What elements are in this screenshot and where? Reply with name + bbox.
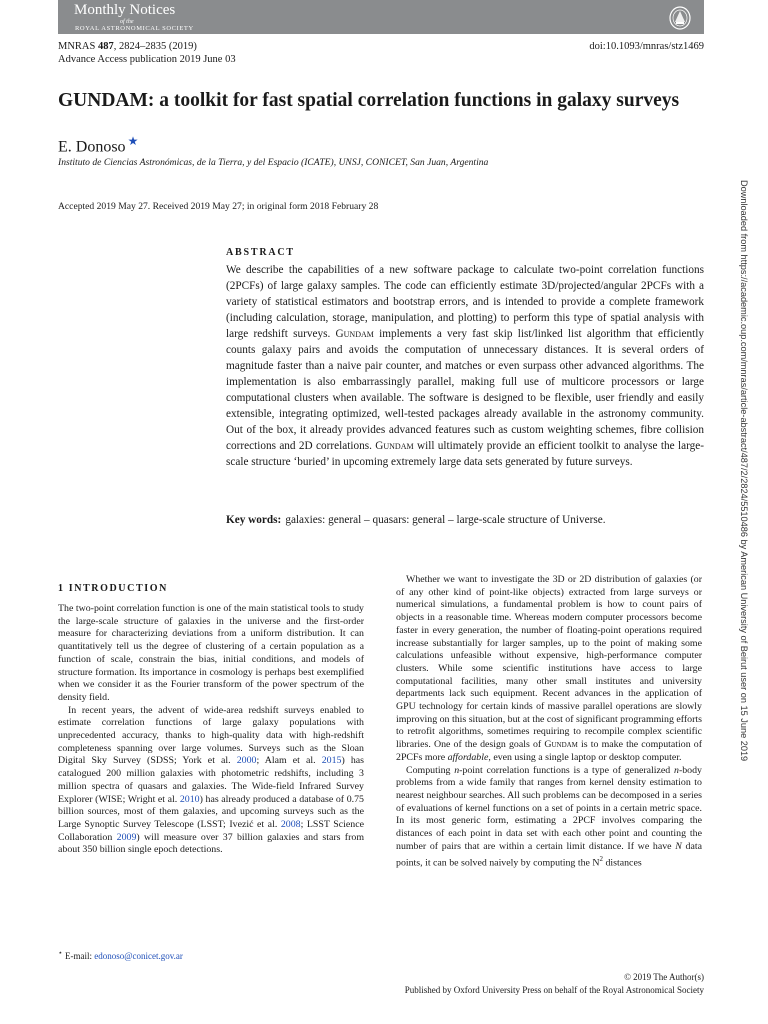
author-footnote-mark[interactable]: ★ [127,134,139,148]
intro-paragraph-3: Whether we want to investigate the 3D or 2D distribution of galaxies (or of any other kind of point-like objects) extracted from large surveys or numerical simulations, a fundamental problem is how to count pairs of objects in a reasonable time. Whereas modern computer processors become faster in every generation, the number of floating-point operations required increase substantially for larger samples, up to the point of making some calculations unfeasible without expensive, high-performance computer clusters. While some scientific institutions have access to large computational facilities, many other small institutes and university departments lack such equipment. Recent advances in the application of GPU technology for certain kinds of massive parallel operations are slowly improving on this situation, but at the cost of significant programming efforts to retrofit algorithms, sometimes requiring to recompile complex scientific libraries. One of the design goals of Gundam is to make the computation of 2PCFs more affordable, even using a single laptop or desktop computer. [396,574,702,763]
citation-link[interactable]: 2000 [236,755,257,767]
affiliation: Instituto de Ciencias Astronómicas, de la Tierra, y del Espacio (ICATE), UNSJ, CONICET, San Juan, Argentina [58,157,489,168]
citation-link[interactable]: 2008 [280,818,301,830]
download-note: Downloaded from https://academic.oup.com/mnras/article-abstract/487/2/2824/5510486 by American University of Beirut user on 15 June 2019 [739,180,749,762]
journal-banner [58,0,704,34]
citation: MNRAS 487, 2824–2835 (2019) [58,41,197,52]
society-name: ROYAL ASTRONOMICAL SOCIETY [75,25,194,32]
section-heading: 1 INTRODUCTION [58,583,168,594]
journal-title: Monthly Notices [74,2,176,18]
citation-link[interactable]: 2009 [116,831,137,843]
left-column [58,603,364,857]
keywords: Key words: galaxies: general – quasars: general – large-scale structure of Universe. [226,514,606,526]
intro-paragraph-2: In recent years, the advent of wide-area redshift surveys enabled to estimate correlation functions of large galaxy populations with unprecedented accuracy, thanks to high-quality data with high-redshift completeness spanning over large volumes. Surveys such as the Sloan Digital Sky Survey (SDSS; York et al. 2000; Alam et al. 2015) has catalogued 200 million galaxies with photometric redshifts, including 3 million spectra of quasars and galaxies. The Wide-field Infrared Survey Explorer (WISE; Wright et al. 2010) has already produced a database of 0.75 billion sources, most of them galaxies, and upcoming surveys such as the Large Synoptic Survey Telescope (LSST; Ivezić et al. 2008; LSST Science Collaboration 2009) will measure over 37 billion galaxies and stars from about 350 billion single epoch detections. [58,704,364,856]
advance-access: Advance Access publication 2019 June 03 [58,54,236,65]
ras-seal-icon [668,4,692,30]
dates: Accepted 2019 May 27. Received 2019 May 27; in original form 2018 February 28 [58,201,379,212]
abstract-text: We describe the capabilities of a new software package to calculate two-point correlation functions (2PCFs) of large galaxy samples. The code can efficiently estimate 3D/projected/angular 2PCFs with a variety of statistical estimators and bootstrap errors, and is intended to provide a complete framework (including calculation, storage, manipulation, and plotting) to perform this type of spatial analysis with large redshift surveys. Gundam implements a very fast skip list/linked list algorithm that efficiently counts galaxy pairs and avoids the computation of unnecessary distances. It is several orders of magnitude faster than a naive pair counter, and matches or even surpass other advanced algorithms. The implementation is also embarrassingly parallel, making full use of multicore processors or large computational clusters when available. The software is designed to be flexible, user friendly and easily extensible, integrating optimized, well-tested packages already available in the astronomy community. Out of the box, it already provides advanced features such as custom weighting schemes, fibre collision corrections and 2D correlations. Gundam will ultimately provide an efficient toolkit to analyse the large-scale structure ‘buried’ in upcoming extremely large data sets generated by future surveys. [226,264,704,468]
copyright: © 2019 The Author(s) Published by Oxford University Press on behalf of the Royal Astronomical Society [404,972,704,995]
abstract-heading: ABSTRACT [226,247,295,258]
paper-title: GUNDAM: a toolkit for fast spatial correlation functions in galaxy surveys [58,90,680,111]
citation-link[interactable]: 2015 [321,755,342,767]
intro-paragraph-1: The two-point correlation function is one of the main statistical tools to study the large-scale structure of galaxies in the universe and the first-order measure for characterizing deviations from a uniform distribution. It can quantitatively tell us the degree of clustering of a certain population as a function of scale, constrain the bias, initial conditions, and models of structure formation. Its importance in cosmology is perhaps best exemplified when we consider it as the Fourier transform of the power spectrum of the density field. [58,603,364,703]
right-column [396,574,702,870]
citation-link[interactable]: 2010 [179,793,200,805]
email-link[interactable]: edonoso@conicet.gov.ar [94,951,183,961]
intro-paragraph-4: Computing n-point correlation functions is a type of generalized n-body problems from a wide family that ranges from kernel density estimation to nearest neighbour searches. All such problems can be decomposed in a series of evaluations of kernel functions on a set of points in a certain metric space. In its most generic form, estimating a 2PCF involves comparing the distances of each point in data set with each other point and counting the number of pairs that are within a certain limit distance. If we have N data points, it can be solved naively by computing the $N^2$ distances [396,764,702,869]
author: E. Donoso ★ [58,134,139,156]
journal-of: of the [120,19,134,25]
doi[interactable]: doi:10.1093/mnras/stz1469 [589,41,704,52]
footnote: ⋆ E-mail: edonoso@conicet.gov.ar [58,948,183,961]
